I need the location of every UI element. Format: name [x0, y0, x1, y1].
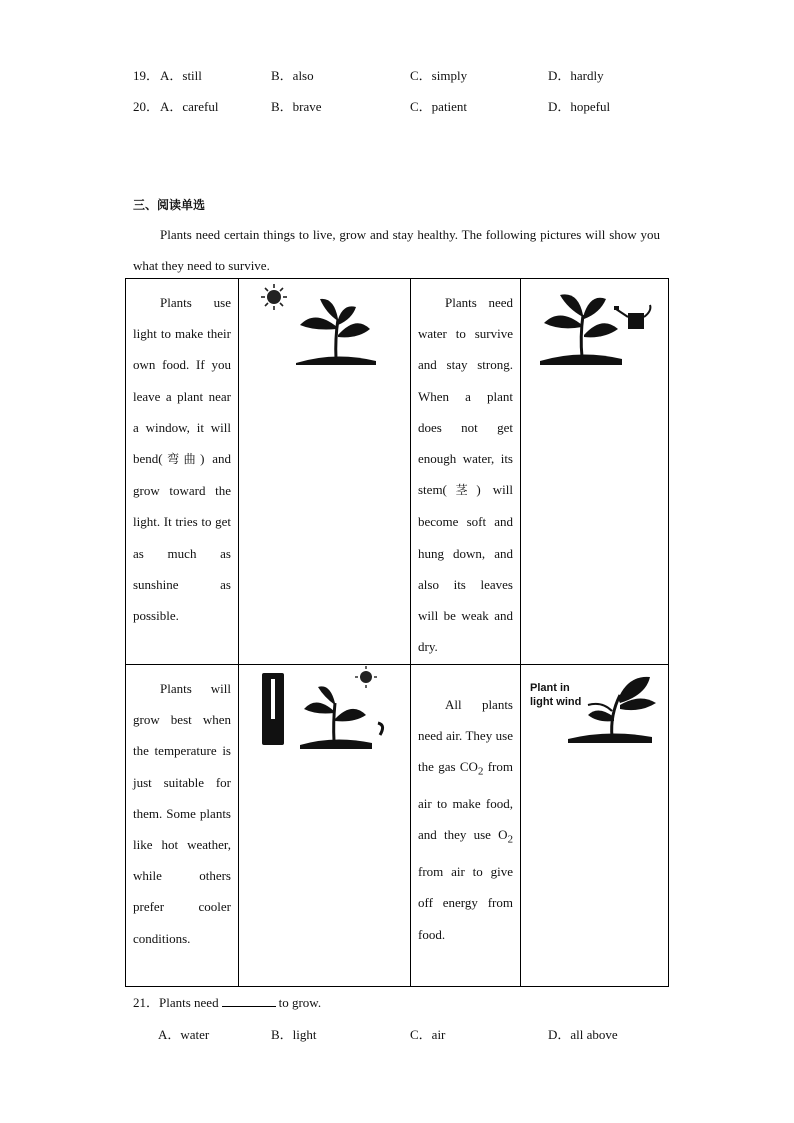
reading-table	[125, 278, 669, 987]
option-d: D．hopeful	[548, 99, 611, 114]
water-text-part: Plants need water to survive and stay strong. When a plant does not get enough water, its stem(	[418, 295, 513, 498]
question-stem: 21．Plants need	[133, 995, 219, 1010]
question-stem-end: to grow.	[278, 995, 322, 1010]
plant-icon	[300, 686, 383, 749]
option-c: C．air	[410, 1027, 446, 1042]
plant-icon	[540, 294, 622, 365]
option-b: B．also	[271, 68, 314, 83]
option-d: D．hardly	[548, 68, 604, 83]
air-text-cell	[411, 665, 521, 987]
table-row	[126, 665, 669, 987]
temperature-text: Plants will grow best when the temperature is just suitable for them. Some plants like hot weather, while others prefer cooler conditions.	[133, 681, 231, 946]
image-label: Plant in	[529, 682, 570, 694]
option-a: A．careful	[160, 99, 219, 114]
temperature-text-cell	[126, 665, 239, 987]
air-image-cell	[521, 665, 669, 987]
water-text-part: ) will become soft and hung down, and also its leaves will be weak and dry.	[418, 482, 513, 655]
sun-icon	[355, 666, 377, 688]
option-d: D．all above	[548, 1027, 618, 1042]
light-text-part: ) and grow toward the light. It tries to get as much as sunshine as possible.	[133, 451, 231, 624]
option-b: B．brave	[271, 99, 322, 114]
option-c: C．simply	[410, 68, 468, 83]
watering-can-icon	[614, 305, 650, 329]
air-text-part: All plants need air. They use the gas CO	[418, 697, 513, 775]
light-text-part: Plants use light to make their own food. If you leave a plant near a window, it will bend(	[133, 295, 231, 467]
chinese-gloss: 弯曲	[162, 452, 201, 467]
plant-with-watering-can-icon	[530, 279, 660, 369]
question-21	[133, 993, 321, 1013]
water-text-cell	[411, 279, 521, 665]
table-row	[126, 279, 669, 665]
section-intro: Plants need certain things to live, grow and stay healthy. The following pictures will show you what they need to survive.	[133, 227, 660, 273]
plant-in-wind-icon	[528, 665, 662, 745]
temperature-image-cell	[239, 665, 411, 987]
sun-icon	[261, 284, 287, 310]
option-a: A．still	[160, 68, 202, 83]
question-number: 20．	[133, 99, 160, 114]
option-a: A．water	[158, 1027, 210, 1042]
question-number: 19．	[133, 68, 160, 83]
option-c: C．patient	[410, 99, 468, 114]
chinese-gloss: 茎	[446, 483, 477, 498]
subscript: 2	[477, 766, 484, 778]
image-label: light wind	[529, 696, 581, 708]
subscript: 2	[507, 834, 513, 846]
plant-icon	[568, 677, 656, 743]
water-image-cell	[521, 279, 669, 665]
light-image-cell	[239, 279, 411, 665]
plant-with-sun-icon	[260, 279, 390, 369]
option-b: B．light	[271, 1027, 317, 1042]
plant-icon	[296, 299, 376, 365]
air-text-part: from air to make food, and they use O	[418, 759, 513, 843]
section-title: 三、阅读单选	[133, 198, 206, 212]
air-text-part: from air to give off energy from food.	[418, 864, 513, 942]
answer-blank	[222, 994, 276, 1007]
plant-with-thermometer-icon	[260, 665, 390, 755]
light-text-cell	[126, 279, 239, 665]
thermometer-icon	[262, 673, 284, 745]
